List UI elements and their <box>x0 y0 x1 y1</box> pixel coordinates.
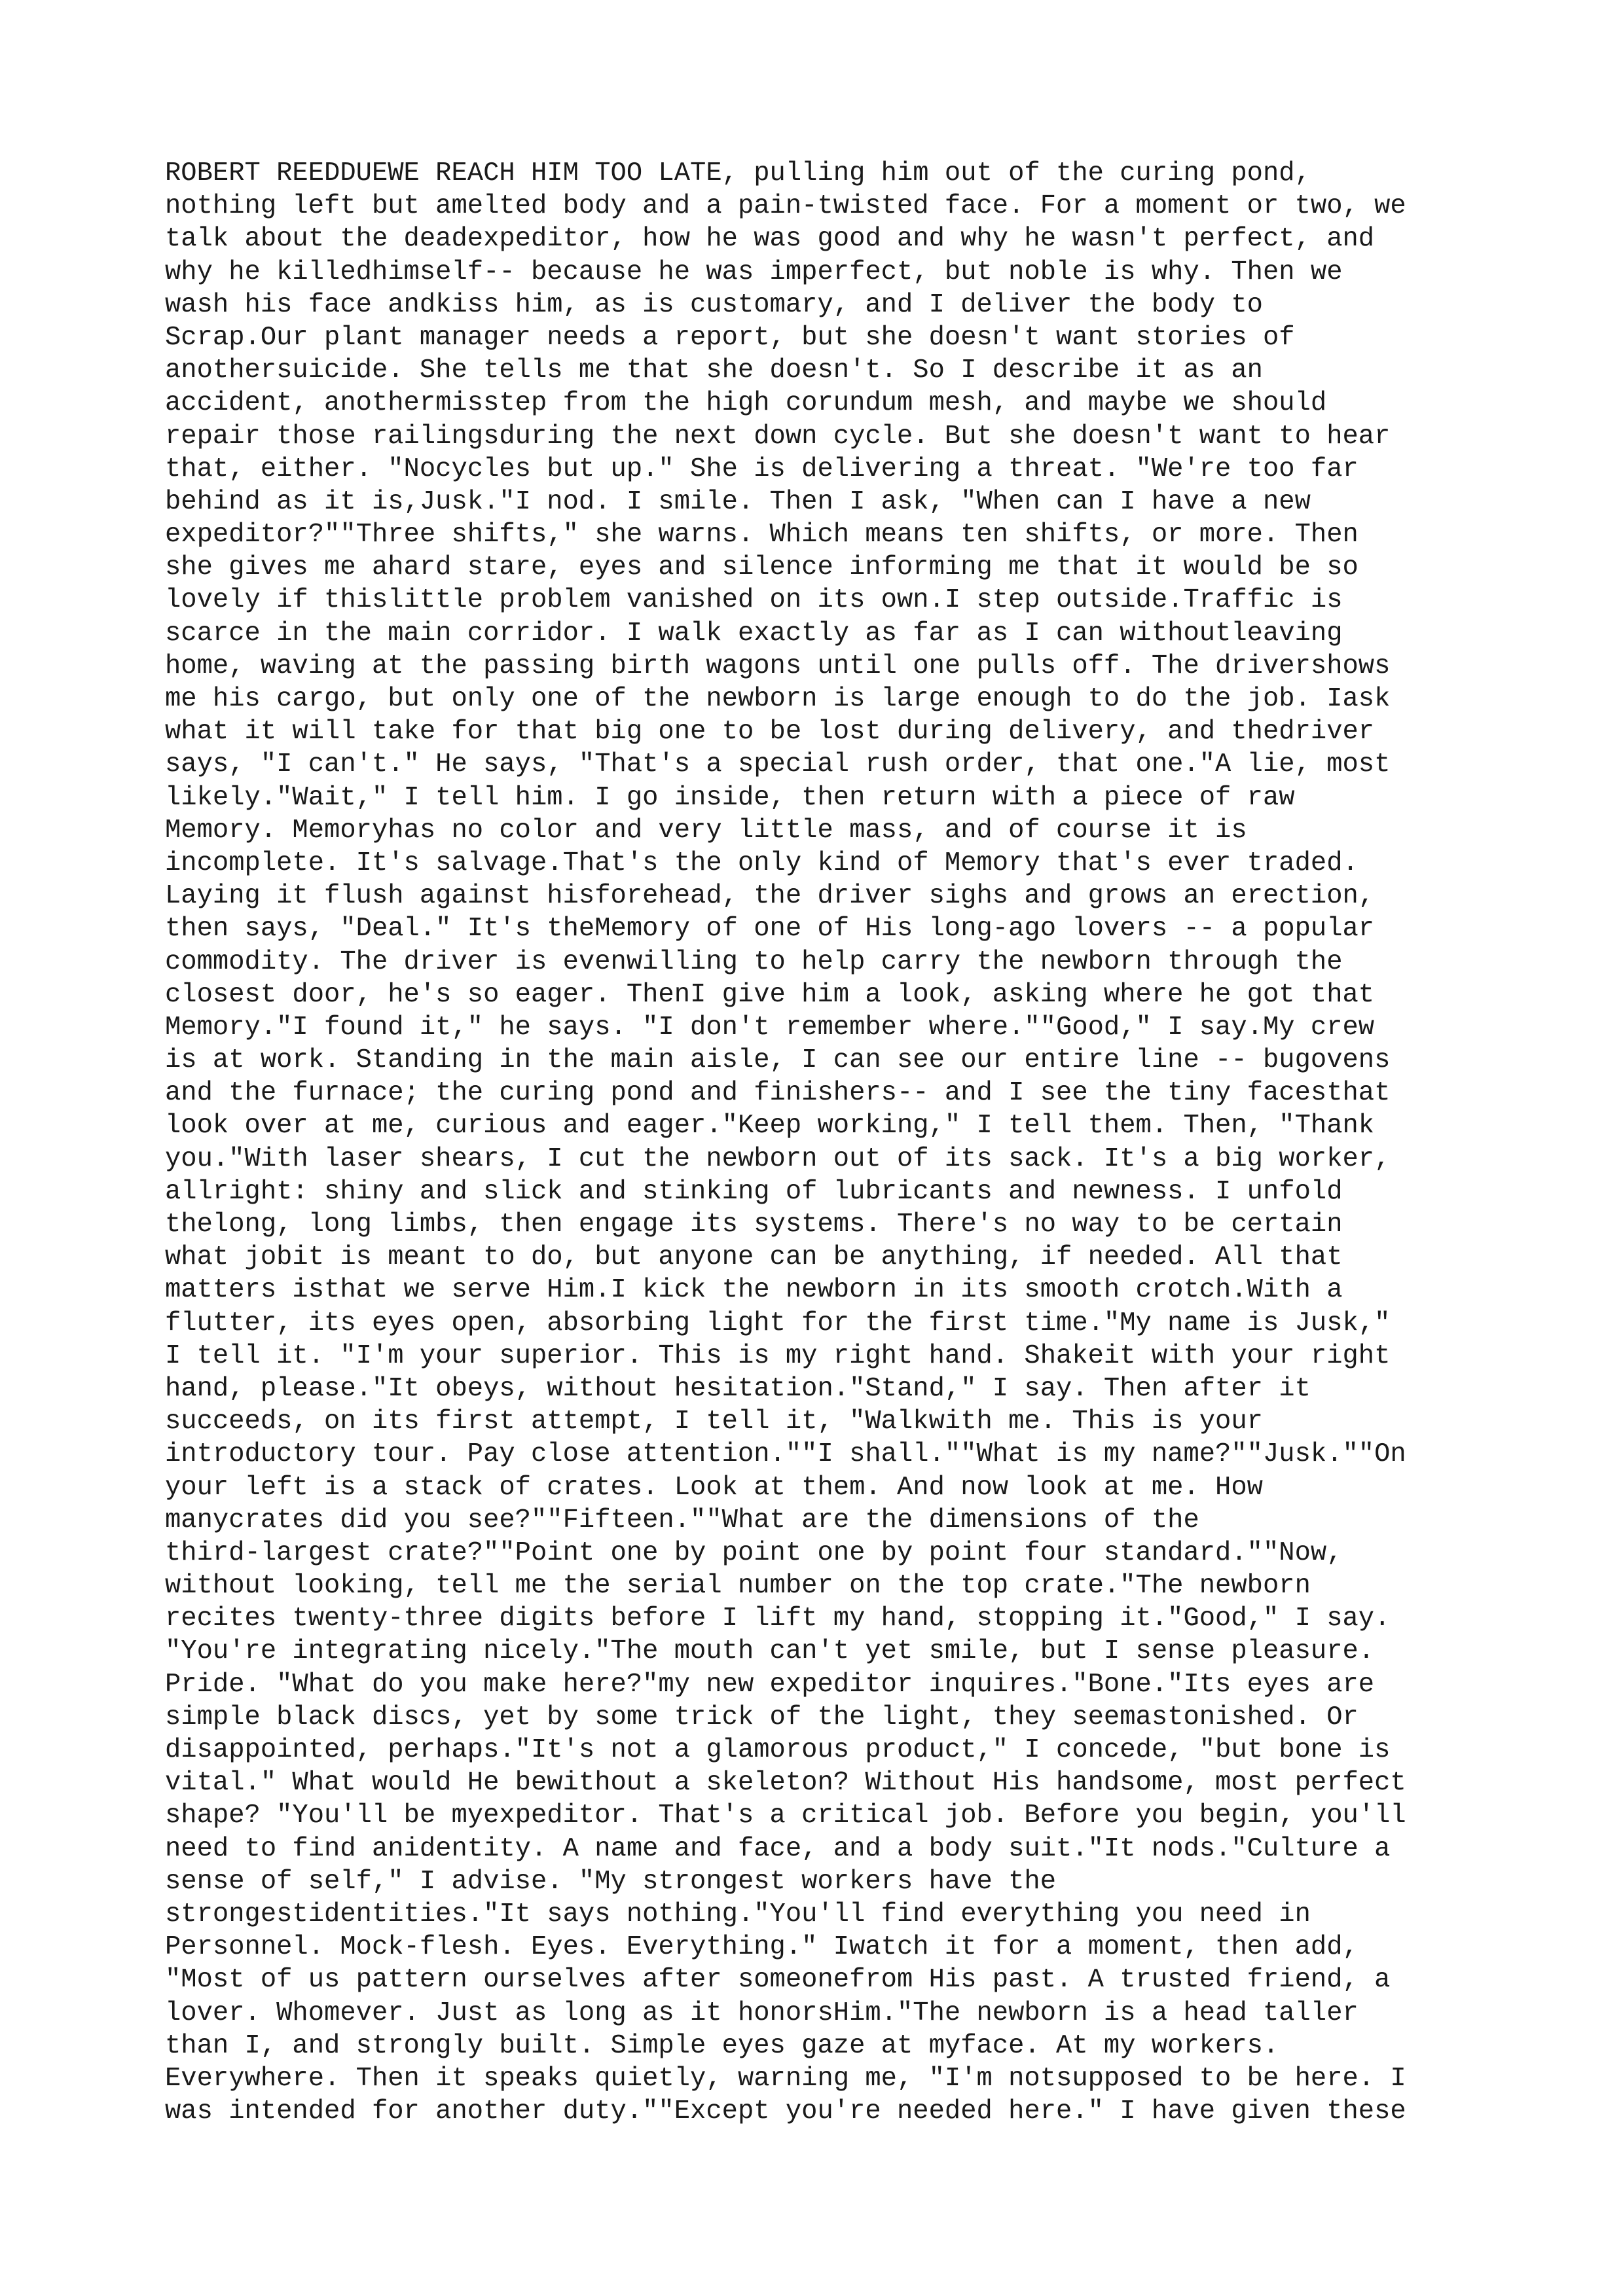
text-line: lovely if thislittle problem vanished on its own.I step outside.Traffic is <box>165 585 1343 616</box>
text-line: talk about the deadexpeditor, how he was good and why he wasn't perfect, and <box>165 224 1375 255</box>
text-line: thelong, long limbs, then engage its systems. There's no way to be certain <box>165 1210 1343 1240</box>
text-line: shape? "You'll be myexpeditor. That's a critical job. Before you begin, you'll <box>165 1801 1406 1831</box>
text-line: ROBERT REEDDUEWE REACH HIM TOO LATE, pulling him out of the curing pond, <box>165 158 1311 188</box>
text-line: why he killedhimself-- because he was imperfect, but noble is why. Then we <box>165 257 1343 287</box>
text-line: home, waving at the passing birth wagons until one pulls off. The drivershows <box>165 651 1391 681</box>
text-line: "Most of us pattern ourselves after someonefrom His past. A trusted friend, a <box>165 1965 1391 1996</box>
text-line: "You're integrating nicely."The mouth can't yet smile, but I sense pleasure. <box>165 1636 1375 1667</box>
text-line: scarce in the main corridor. I walk exactly as far as I can withoutleaving <box>165 618 1343 649</box>
text-line: Pride. "What do you make here?"my new expeditor inquires."Bone."Its eyes are <box>165 1669 1375 1700</box>
text-line: lover. Whomever. Just as long as it honorsHim."The newborn is a head taller <box>165 1998 1359 2028</box>
text-line: allright: shiny and slick and stinking of lubricants and newness. I unfold <box>165 1176 1343 1207</box>
text-line: nothing left but amelted body and a pain-twisted face. For a moment or two, we <box>165 191 1406 222</box>
text-line: likely."Wait," I tell him. I go inside, then return with a piece of raw <box>165 782 1295 813</box>
text-line: commodity. The driver is evenwilling to help carry the newborn through the <box>165 946 1343 977</box>
body-text <box>165 157 1494 2128</box>
text-line: strongestidentities."It says nothing."You'll find everything you need in <box>165 1899 1311 1929</box>
text-line: vital." What would He bewithout a skeleton? Without His handsome, most perfect <box>165 1768 1406 1799</box>
text-line: matters isthat we serve Him.I kick the newborn in its smooth crotch.With a <box>165 1275 1343 1306</box>
text-line: need to find anidentity. A name and face, and a body suit."It nods."Culture a <box>165 1833 1391 1864</box>
text-line: Memory. Memoryhas no color and very little mass, and of course it is <box>165 815 1247 846</box>
text-line: that, either. "Nocycles but up." She is delivering a threat. "We're too far <box>165 454 1359 484</box>
text-line: then says, "Deal." It's theMemory of one of His long-ago lovers -- a popular <box>165 914 1375 944</box>
text-line: expeditor?""Three shifts," she warns. Which means ten shifts, or more. Then <box>165 520 1359 550</box>
text-line: and the furnace; the curing pond and finishers-- and I see the tiny facesthat <box>165 1078 1391 1109</box>
text-line: repair those railingsduring the next down cycle. But she doesn't want to hear <box>165 421 1391 452</box>
text-line: recites twenty-three digits before I lift my hand, stopping it."Good," I say. <box>165 1604 1391 1634</box>
text-line: you."With laser shears, I cut the newborn out of its sack. It's a big worker, <box>165 1143 1391 1174</box>
text-line: says, "I can't." He says, "That's a special rush order, that one."A lie, most <box>165 749 1391 780</box>
text-line: what it will take for that big one to be lost during delivery, and thedriver <box>165 717 1375 747</box>
text-line: wash his face andkiss him, as is customary, and I deliver the body to <box>165 289 1263 320</box>
text-line: simple black discs, yet by some trick of the light, they seemastonished. Or <box>165 1702 1359 1732</box>
text-line: Personnel. Mock-flesh. Eyes. Everything." Iwatch it for a moment, then add, <box>165 1932 1359 1963</box>
text-line: accident, anothermisstep from the high corundum mesh, and maybe we should <box>165 388 1327 419</box>
text-line: she gives me ahard stare, eyes and silence informing me that it would be so <box>165 552 1359 583</box>
text-line: hand, please."It obeys, without hesitation."Stand," I say. Then after it <box>165 1373 1311 1404</box>
text-line: than I, and strongly built. Simple eyes gaze at myface. At my workers. <box>165 2030 1279 2061</box>
text-line: flutter, its eyes open, absorbing light for the first time."My name is Jusk," <box>165 1308 1391 1338</box>
text-line: Everywhere. Then it speaks quietly, warning me, "I'm notsupposed to be here. I <box>165 2063 1406 2094</box>
text-line: I tell it. "I'm your superior. This is my right hand. Shakeit with your right <box>165 1340 1391 1371</box>
text-line: was intended for another duty.""Except you're needed here." I have given these <box>165 2096 1406 2127</box>
text-line: me his cargo, but only one of the newborn is large enough to do the job. Iask <box>165 684 1391 714</box>
text-line: incomplete. It's salvage.That's the only kind of Memory that's ever traded. <box>165 848 1359 878</box>
text-line: disappointed, perhaps."It's not a glamorous product," I concede, "but bone is <box>165 1735 1391 1765</box>
text-line: behind as it is,Jusk."I nod. I smile. Then I ask, "When can I have a new <box>165 486 1311 517</box>
text-line: third-largest crate?""Point one by point one by point four standard.""Now, <box>165 1537 1343 1568</box>
text-line: Laying it flush against hisforehead, the driver sighs and grows an erection, <box>165 881 1375 912</box>
text-line: introductory tour. Pay close attention.""I shall.""What is my name?""Jusk.""On <box>165 1439 1406 1470</box>
text-line: what jobit is meant to do, but anyone can be anything, if needed. All that <box>165 1242 1343 1273</box>
text-line: your left is a stack of crates. Look at them. And now look at me. How <box>165 1472 1263 1503</box>
text-line: is at work. Standing in the main aisle, I can see our entire line -- bugovens <box>165 1045 1391 1076</box>
text-line: manycrates did you see?""Fifteen.""What are the dimensions of the <box>165 1505 1199 1535</box>
text-line: closest door, he's so eager. ThenI give him a look, asking where he got that <box>165 979 1375 1010</box>
text-line: look over at me, curious and eager."Keep working," I tell them. Then, "Thank <box>165 1111 1375 1141</box>
text-line: anothersuicide. She tells me that she doesn't. So I describe it as an <box>165 355 1263 386</box>
text-line: sense of self," I advise. "My strongest workers have the <box>165 1866 1057 1897</box>
text-line: without looking, tell me the serial number on the top crate."The newborn <box>165 1571 1311 1602</box>
text-line: succeeds, on its first attempt, I tell it, "Walkwith me. This is your <box>165 1407 1263 1437</box>
text-line: Memory."I found it," he says. "I don't remember where.""Good," I say.My crew <box>165 1012 1375 1043</box>
text-line: Scrap.Our plant manager needs a report, but she doesn't want stories of <box>165 322 1295 353</box>
